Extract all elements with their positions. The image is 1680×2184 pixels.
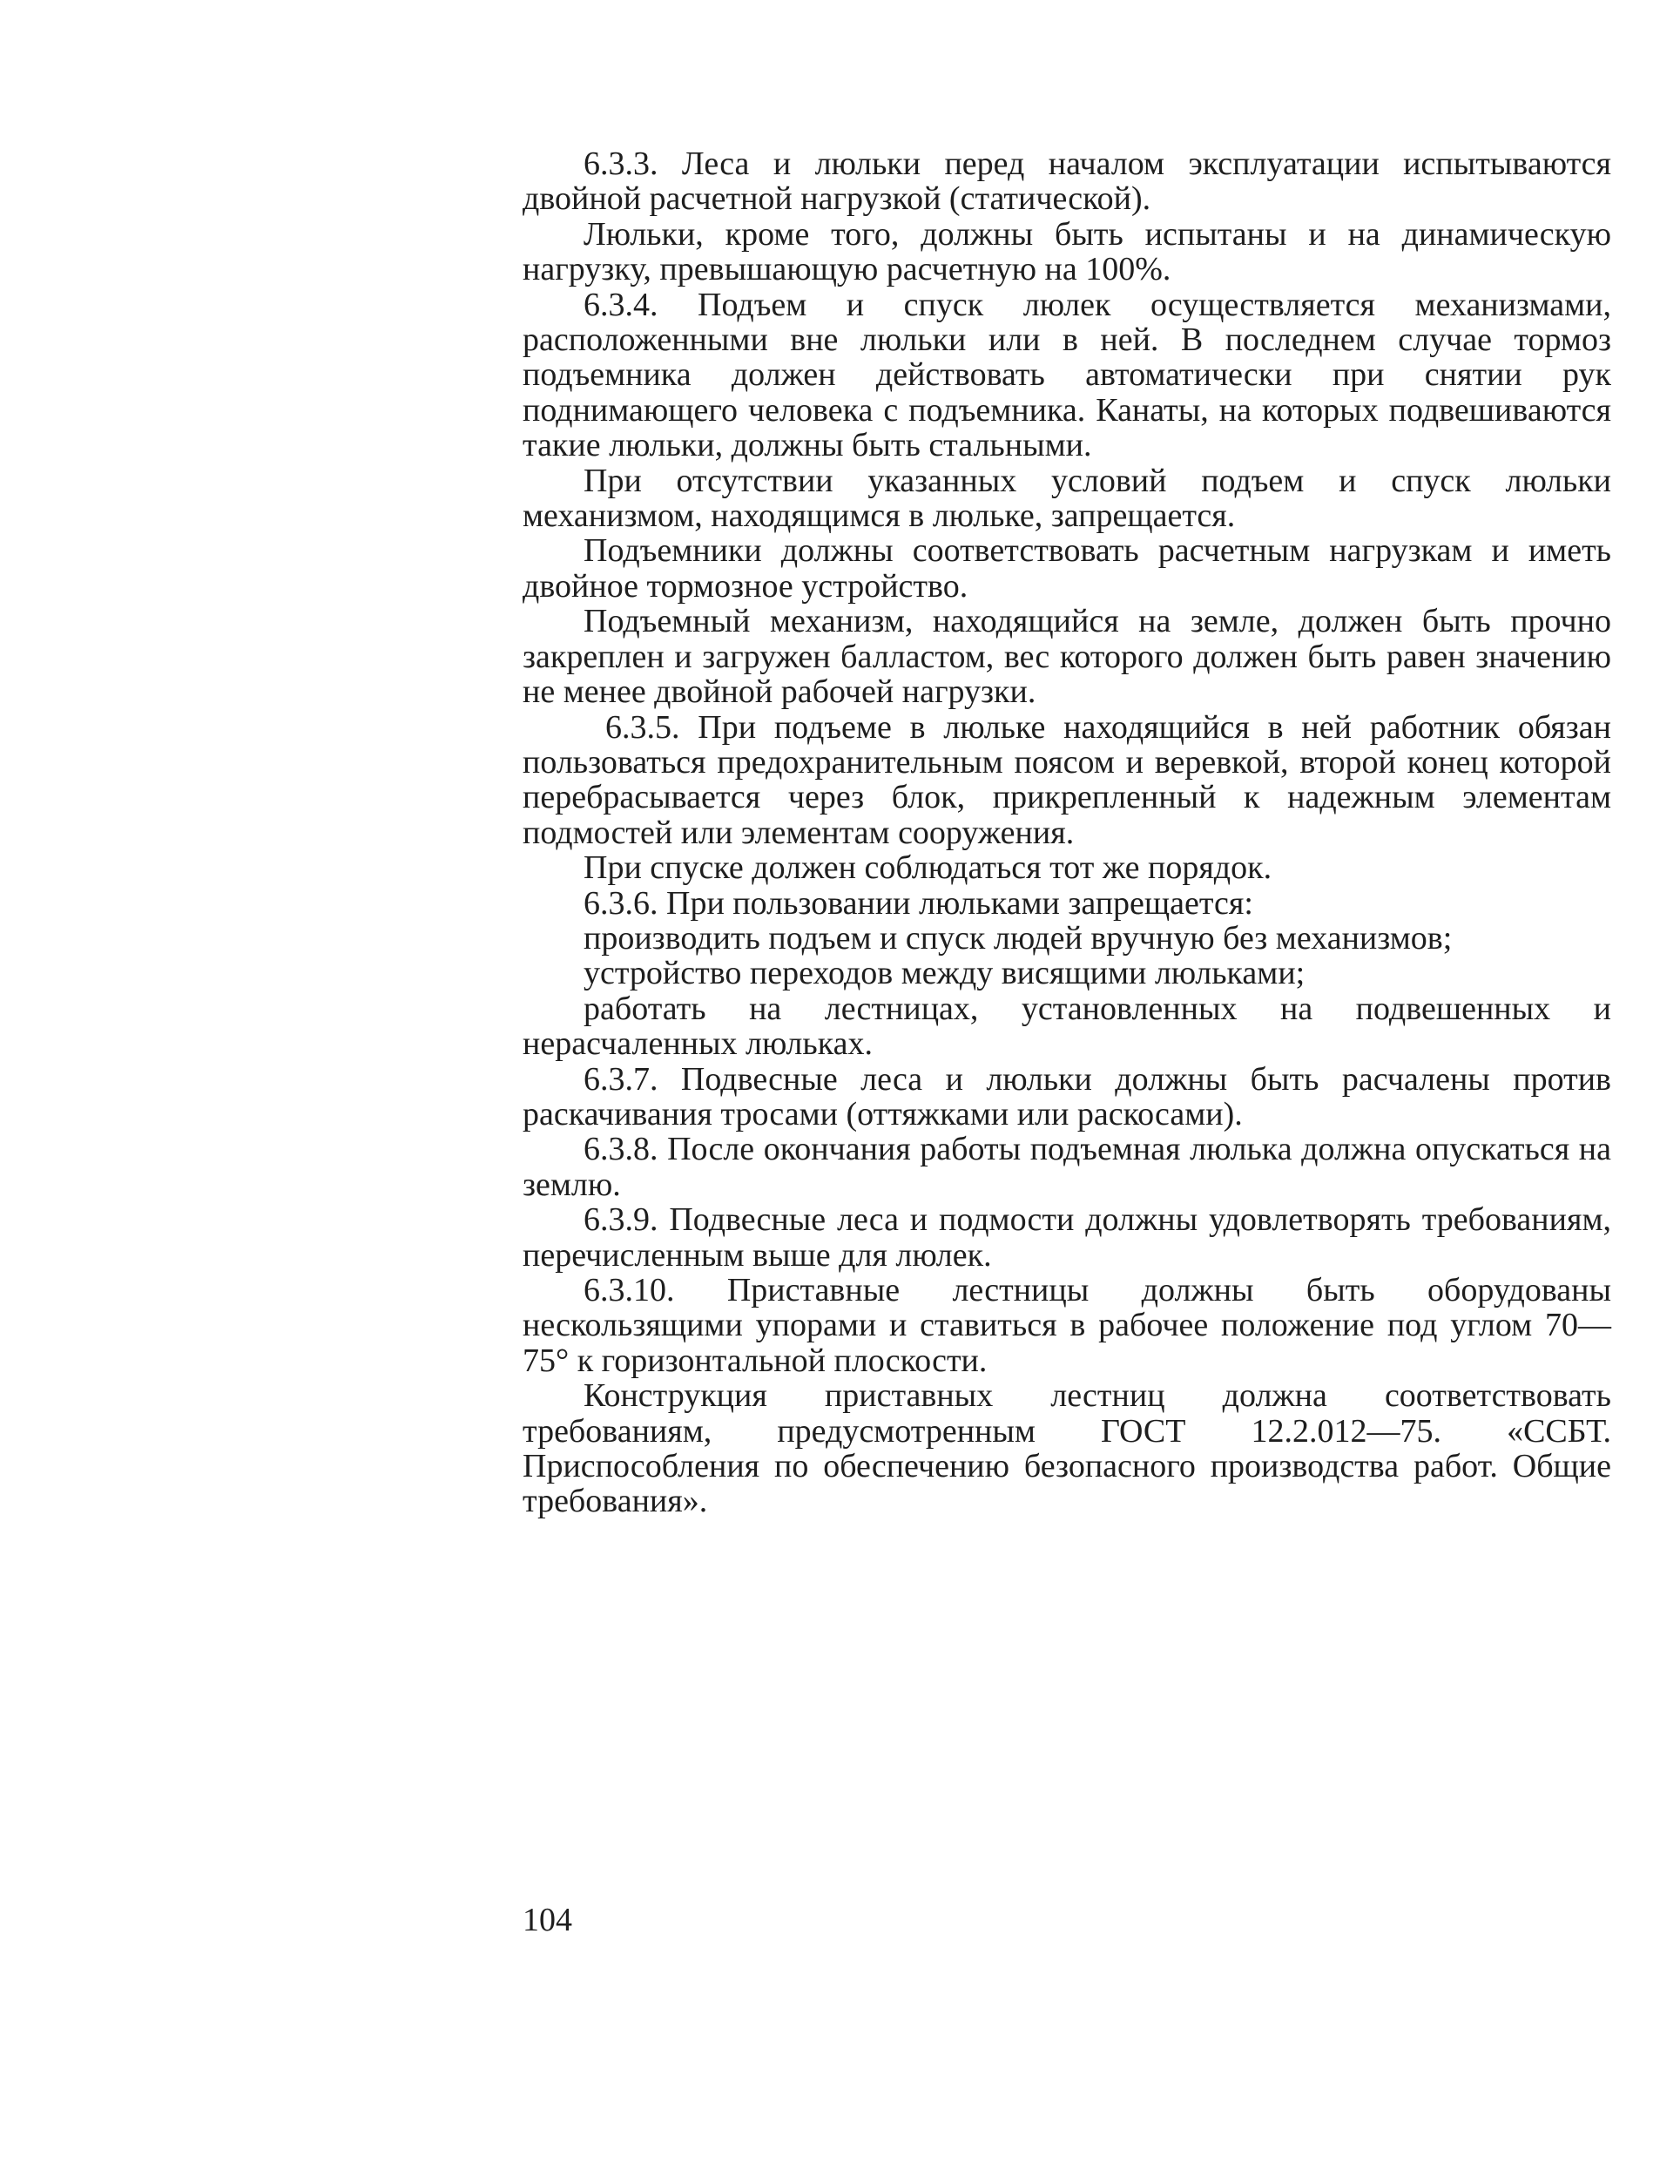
paragraph-ladder-construction: Конструкция приставных лестниц должна соответствовать требованиям, предусмотренным ГОСТ 12.2.012—75. «ССБТ. Приспособления по обеспечению безопасного производства работ. Общие требования».	[523, 1377, 1611, 1520]
paragraph-6-3-10: 6.3.10. Приставные лестницы должны быть оборудованы нескользящими упорами и ставиться в рабочее положение под углом 70—75° к горизонтальной плоскости.	[523, 1272, 1611, 1379]
paragraph-6-3-6: 6.3.6. При пользовании люльками запрещается:	[584, 884, 1253, 922]
paragraph-6-3-3: 6.3.3. Леса и люльки перед началом эксплуатации испытываются двойной расчетной нагрузкой (статической).	[523, 145, 1611, 218]
paragraph-dynamic-test: Люльки, кроме того, должны быть испытаны и на динамическую нагрузку, превышающую расчетную на 100%.	[523, 215, 1611, 288]
paragraph-6-3-4: 6.3.4. Подъем и спуск люлек осуществляется механизмами, расположенными вне люльки или в ней. В последнем случае тормоз подъемника должен действовать автоматически при снятии рук поднимающего человека с подъемника. Канаты, на которых подвешиваются такие люльки, должны быть стальными.	[523, 286, 1611, 464]
paragraph-6-3-7: 6.3.7. Подвесные леса и люльки должны быть расчалены против раскачивания тросами (оттяжками или раскосами).	[523, 1060, 1611, 1133]
paragraph-6-3-9: 6.3.9. Подвесные леса и подмости должны удовлетворять требованиям, перечисленным выше для люлек.	[523, 1201, 1611, 1274]
paragraph-hoists: Подъемники должны соответствовать расчетным нагрузкам и иметь двойное тормозное устройство.	[523, 532, 1611, 605]
list-item-transitions: устройство переходов между висящими люльками;	[584, 955, 1306, 992]
paragraph-descent-order: При спуске должен соблюдаться тот же порядок.	[584, 849, 1272, 887]
body-text	[523, 146, 1611, 1519]
list-item-manual-lifting: производить подъем и спуск людей вручную без механизмов;	[584, 919, 1453, 957]
paragraph-6-3-8: 6.3.8. После окончания работы подъемная люлька должна опускаться на землю.	[523, 1131, 1611, 1203]
paragraph-ground-mechanism: Подъемный механизм, находящийся на земле, должен быть прочно закреплен и загружен балластом, вес которого должен быть равен значению не менее двойной рабочей нагрузки.	[523, 603, 1611, 711]
list-item-ladders-on-cradles: работать на лестницах, установленных на подвешенных и нерасчаленных люльках.	[523, 990, 1611, 1063]
paragraph-6-3-5: 6.3.5. При подъеме в люльке находящийся в ней работник обязан пользоваться предохранительным поясом и веревкой, второй конец которой перебрасывается через блок, прикрепленный к надежным элементам подмостей или элементам сооружения.	[523, 708, 1611, 851]
page-number: 104	[523, 1902, 572, 1938]
paragraph-absence-conditions: При отсутствии указанных условий подъем и спуск люльки механизмом, находящимся в люльке, запрещается.	[523, 462, 1611, 535]
